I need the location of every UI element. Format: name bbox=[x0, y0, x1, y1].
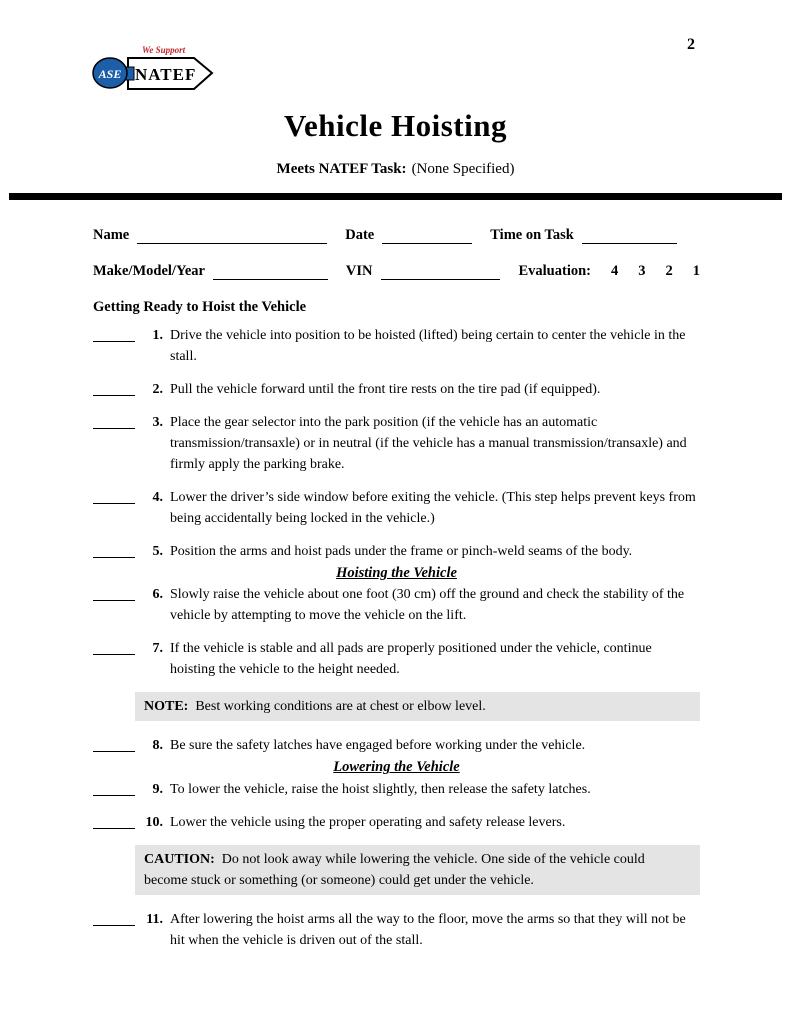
date-blank bbox=[382, 229, 472, 244]
time-on-task-label: Time on Task bbox=[490, 227, 574, 243]
time-on-task-blank bbox=[582, 229, 677, 244]
step-text: Pull the vehicle forward until the front tire rests on the tire pad (if equipped). bbox=[170, 382, 601, 397]
step-number: 3. bbox=[152, 415, 163, 430]
make-model-year-label: Make/Model/Year bbox=[93, 263, 205, 279]
note-label: NOTE: bbox=[144, 699, 189, 715]
checkoff-blank bbox=[93, 381, 135, 396]
note-text: Best working conditions are at chest or elbow level. bbox=[195, 699, 486, 715]
page-title: Vehicle Hoisting bbox=[283, 108, 507, 143]
checkoff-blank bbox=[93, 911, 135, 926]
page-number: 2 bbox=[687, 36, 695, 53]
natef-task-line bbox=[0, 161, 791, 178]
evaluation-value-1: 1 bbox=[692, 263, 700, 279]
evaluation-value-2: 2 bbox=[665, 263, 673, 279]
step-number: 10. bbox=[145, 814, 163, 830]
step-number: 2. bbox=[152, 382, 163, 397]
name-blank bbox=[137, 229, 327, 244]
step-item-9 bbox=[93, 779, 700, 800]
make-model-year-blank bbox=[213, 265, 328, 280]
divider-rule bbox=[9, 193, 782, 200]
step-number: 5. bbox=[152, 544, 163, 559]
caution-text: Do not look away while lowering the vehicle. One side of the vehicle could become stuck or something (or someone) could get under the vehicle. bbox=[144, 851, 645, 888]
natef-task-value: (None Specified) bbox=[411, 161, 515, 177]
page-content bbox=[0, 200, 791, 951]
checkoff-blank bbox=[93, 640, 135, 655]
vin-label: VIN bbox=[345, 263, 373, 279]
step-item-6 bbox=[93, 584, 700, 626]
checkoff-blank bbox=[93, 543, 135, 558]
step-number: 6. bbox=[152, 587, 163, 603]
step-text: Be sure the safety latches have engaged before working under the vehicle. bbox=[170, 738, 586, 754]
step-item-7 bbox=[93, 638, 700, 680]
subheading-hoisting: Hoisting the Vehicle bbox=[336, 565, 457, 581]
logo-we-support-text: We Support bbox=[142, 45, 186, 55]
step-item-3 bbox=[93, 412, 700, 475]
form-row-1 bbox=[93, 227, 700, 244]
name-label: Name bbox=[93, 227, 130, 243]
form-row-2 bbox=[93, 263, 700, 280]
checkoff-blank bbox=[93, 327, 135, 342]
step-number: 9. bbox=[152, 781, 163, 797]
checkoff-blank bbox=[93, 586, 135, 601]
step-text: If the vehicle is stable and all pads are properly positioned under the vehicle, continue hoisting the vehicle to the height needed. bbox=[170, 641, 652, 678]
date-label: Date bbox=[345, 227, 375, 243]
step-number: 8. bbox=[152, 738, 163, 754]
step-item-4 bbox=[93, 487, 700, 529]
section-heading: Getting Ready to Hoist the Vehicle bbox=[93, 299, 307, 315]
natef-logo-icon bbox=[90, 40, 220, 102]
step-number: 1. bbox=[152, 328, 163, 343]
natef-task-label: Meets NATEF Task: bbox=[276, 161, 407, 177]
step-item-2 bbox=[93, 379, 700, 400]
step-item-1 bbox=[93, 325, 700, 367]
logo-natef-text: NATEF bbox=[135, 65, 197, 84]
step-text: Lower the driver’s side window before exiting the vehicle. (This step helps prevent keys from being accidentally being locked in the vehicle.) bbox=[170, 490, 696, 526]
step-number: 11. bbox=[146, 911, 163, 927]
step-number: 7. bbox=[152, 641, 163, 657]
evaluation-value-3: 3 bbox=[638, 263, 646, 279]
step-text: After lowering the hoist arms all the way to the floor, move the arms so that they will not be hit when the vehicle is driven out of the stall. bbox=[170, 911, 686, 948]
evaluation-label: Evaluation: bbox=[518, 263, 591, 279]
checkoff-blank bbox=[93, 489, 135, 504]
vin-blank bbox=[381, 265, 501, 280]
caution-label: CAUTION: bbox=[144, 851, 215, 867]
step-text: Position the arms and hoist pads under the frame or pinch-weld seams of the body. bbox=[170, 544, 633, 559]
step-item-8 bbox=[93, 735, 700, 756]
step-text: To lower the vehicle, raise the hoist slightly, then release the safety latches. bbox=[170, 781, 591, 797]
step-text: Place the gear selector into the park position (if the vehicle has an automatic transmission/transaxle) or in neutral (if the vehicle has a manual transmission/transaxle) and firmly apply the parking brake. bbox=[170, 415, 687, 472]
step-text: Drive the vehicle into position to be hoisted (lifted) being certain to center the vehicle in the stall. bbox=[170, 328, 686, 364]
checkoff-blank bbox=[93, 737, 135, 752]
subheading-lowering: Lowering the Vehicle bbox=[333, 759, 460, 776]
caution-block bbox=[135, 845, 700, 895]
note-block bbox=[135, 692, 700, 721]
step-number: 4. bbox=[152, 490, 163, 505]
page-header bbox=[0, 0, 791, 104]
step-item-10 bbox=[93, 812, 700, 833]
step-item-11 bbox=[93, 909, 700, 951]
checkoff-blank bbox=[93, 781, 135, 796]
step-text: Slowly raise the vehicle about one foot (30 cm) off the ground and check the stability of the vehicle by attempting to move the vehicle on the lift. bbox=[170, 587, 685, 624]
checkoff-blank bbox=[93, 414, 135, 429]
evaluation-value-4: 4 bbox=[611, 263, 619, 279]
checkoff-blank bbox=[93, 814, 135, 829]
logo-ase-text: ASE bbox=[98, 67, 122, 81]
step-item-5 bbox=[93, 541, 700, 562]
step-text: Lower the vehicle using the proper operating and safety release levers. bbox=[170, 814, 566, 830]
